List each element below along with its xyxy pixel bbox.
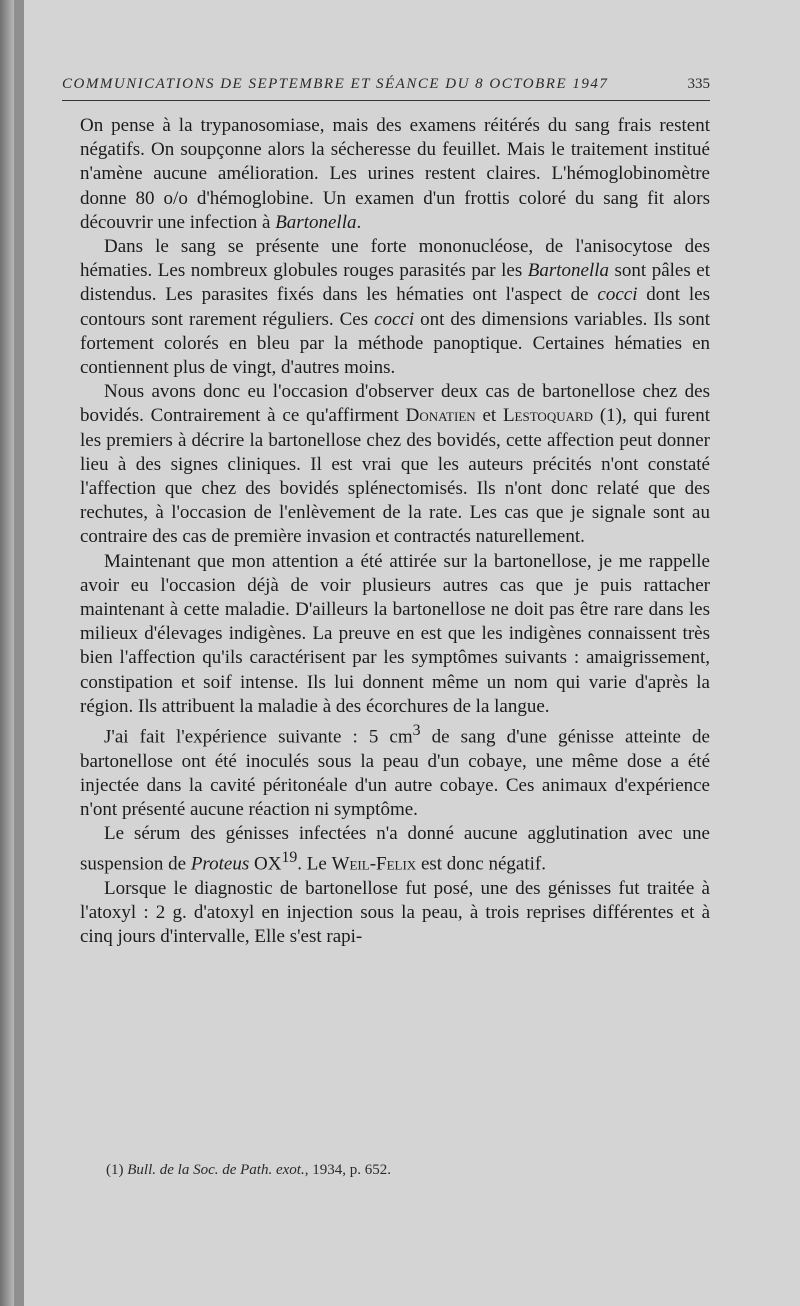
author-name: Donatien: [405, 405, 476, 427]
paragraph-3: Nous avons donc eu l'occasion d'observer deux cas de bartonellose chez des bovidés. Contrairement à ce qu'affirment Donatien et Lestoquard (1), qui furent les premiers à décrire la bartonellose chez des bovidés, cette affection peut donner lieu à des signes cliniques. Il est vrai que les auteurs précités n'ont constaté l'affection que chez des bovidés splénectomisés. Ils n'ont donc relaté que des rechutes, à l'occasion de l'enlèvement de la rate. Les cas que je signale sont au contraire des cas de première invasion et contractés naturellement.: [80, 381, 710, 548]
paragraph-1: On pense à la trypanosomiase, mais des examens réitérés du sang frais restent négatifs. On soupçonne alors la sécheresse du feuillet. Mais le traitement institué n'amène aucune amélioration. Les urines restent claires. L'hémoglobinomètre donne 80 o/o d'hémoglobine. Un examen d'un frottis coloré du sang fit alors découvrir une infection à Bartonella.: [80, 115, 710, 233]
paragraph-7: Lorsque le diagnostic de bartonellose fut posé, une des génisses fut traitée à l'atoxyl : 2 g. d'atoxyl en injection sous la peau, à trois reprises différentes et à cinq jours d'intervalle, Elle s'est rapi-: [80, 877, 710, 948]
page-number: 335: [687, 76, 710, 92]
paragraph-6: Le sérum des génisses infectées n'a donné aucune agglutination avec une suspension de Proteus OX$^{19}$. Le Weil-Felix est donc négatif.: [80, 823, 710, 875]
paragraph-4: Maintenant que mon attention a été attirée sur la bartonellose, je me rappelle avoir eu l'occasion déjà de voir plusieurs autres cas que je puis rattacher maintenant à cette maladie. D'ailleurs la bartonellose ne doit pas être rare dans les milieux d'élevages indigènes. La preuve en est que les indigènes connaissent très bien l'affection qu'ils caractérisent par les symptômes suivants : amaigrissement, constipation et soif intense. Ils lui donnent même un nom qui varie d'après la région. Ils attribuent la maladie à des écorchures de la langue.: [80, 550, 710, 717]
test-name: Weil-Felix: [331, 853, 417, 875]
paragraph-5: J'ai fait l'expérience suivante : 5 $cm^3$ de sang d'une génisse atteinte de bartonellose ont été inoculés sous la peau d'un cobaye, une même dose a été injectée dans la cavité péritonéale d'un autre cobaye. Ces animaux d'expérience n'ont présenté aucune réaction ni symptôme.: [80, 722, 710, 821]
author-name: Lestoquard: [502, 405, 594, 427]
footnote: (1) Bull. de la Soc. de Path. exot., 1934, p. 652.: [106, 1162, 391, 1178]
header-title: COMMUNICATIONS DE SEPTEMBRE ET SÉANCE DU 8 OCTOBRE 1947: [62, 76, 609, 92]
book-spine-shadow: [0, 0, 14, 1306]
paragraph-2: Dans le sang se présente une forte mononucléose, de l'anisocytose des hématies. Les nombreux globules rouges parasités par les Bartonella sont pâles et distendus. Les parasites fixés dans les hématies ont l'aspect de cocci dont les contours sont rarement réguliers. Ces cocci ont des dimensions variables. Ils sont fortement colorés en bleu par la méthode panoptique. Certaines hématies en contiennent plus de vingt, d'autres moins.: [80, 236, 711, 379]
body-text: [80, 114, 710, 950]
running-header: [62, 76, 710, 93]
header-rule: [62, 100, 710, 101]
footnote-source: Bull. de la Soc. de Path. exot.: [127, 1162, 305, 1178]
